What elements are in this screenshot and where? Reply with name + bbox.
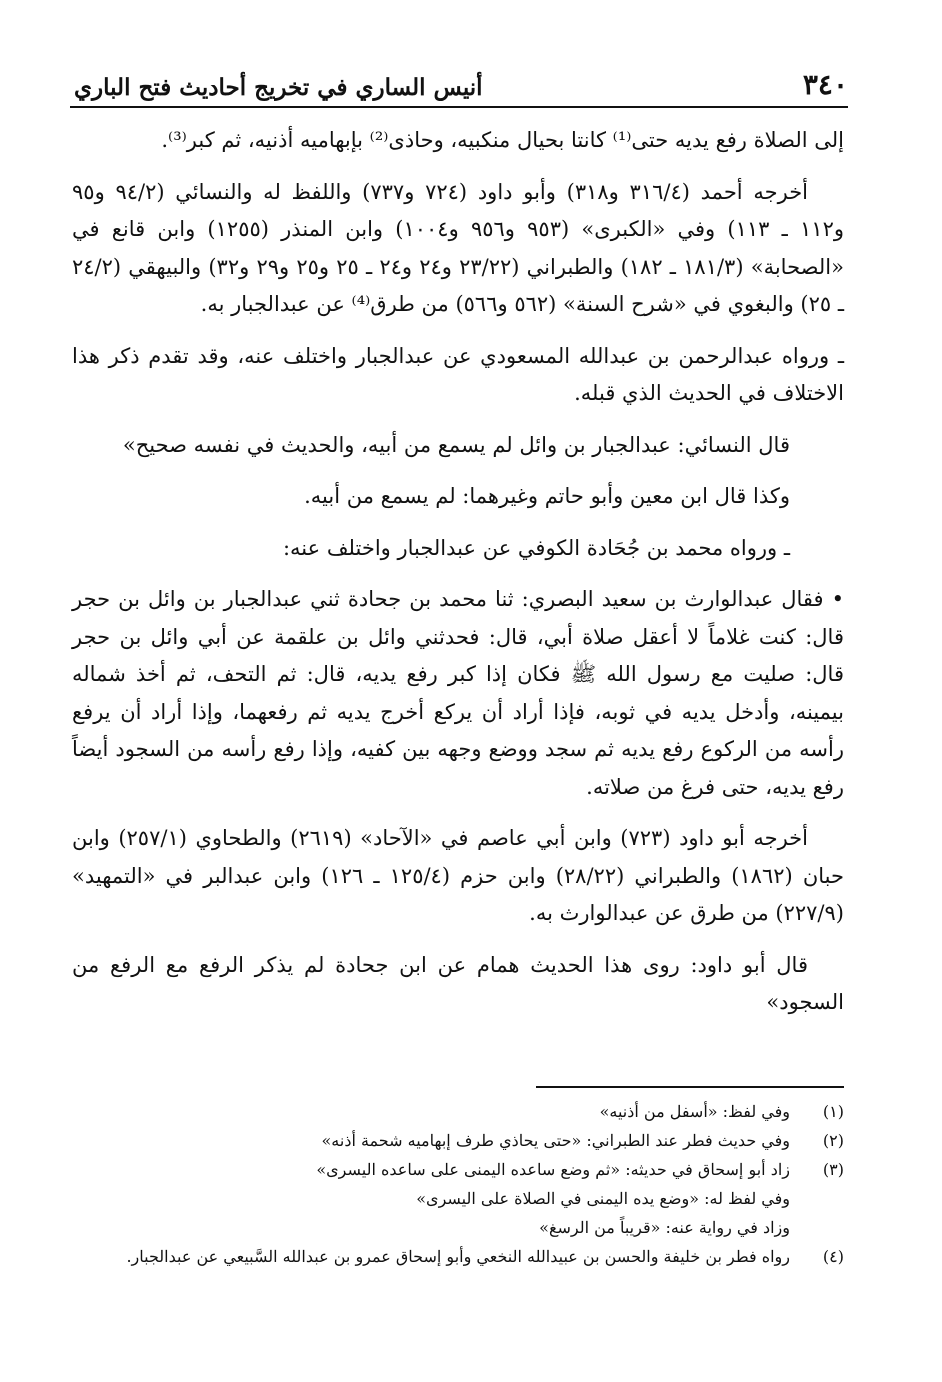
footnote-number: (١)	[822, 1102, 844, 1121]
footnote	[72, 1155, 844, 1184]
footnote	[72, 1097, 844, 1126]
paragraph: وكذا قال ابن معين وأبو حاتم وغيرهما: لم يسمع من أبيه.	[304, 484, 790, 508]
running-title: أنيس الساري في تخريج أحاديث فتح الباري	[74, 74, 483, 101]
footnote-number: (٤)	[822, 1247, 844, 1266]
footnote-continuation	[72, 1184, 844, 1213]
paragraph: • فقال عبدالوارث بن سعيد البصري: ثنا محمد بن جحادة ثني عبدالجبار بن وائل بن حجر قال: كنت غلاماً لا أعقل صلاة أبي، قال: فحدثني وائل بن علقمة عن أبي وائل بن حجر قال: صليت مع رسول الله ﷺ فكان إذا كبر رفع يديه، قال: ثم التحف، ثم أخذ شماله بيمينه، وأدخل يديه في ثوبه، فإذا أراد أن يركع أخرج يديه ثم رفعهما، وإذا أراد أن يرفع رأسه من الركوع رفع يديه ثم سجد ووضع وجهه بين كفيه، وإذا رفع رأسه من السجود أيضاً رفع يديه، حتى فرغ من صلاته.	[72, 587, 844, 799]
page-header	[70, 66, 848, 108]
footnote-divider	[536, 1086, 844, 1088]
footnote-text: وفي لفظ له: «وضع يده اليمنى في الصلاة على اليسرى»	[416, 1189, 790, 1208]
paragraph: ـ ورواه عبدالرحمن بن عبدالله المسعودي عن عبدالجبار واختلف عنه، وقد تقدم ذكر هذا الاختلاف في الحديث الذي قبله.	[72, 343, 844, 405]
footnote-continuation	[72, 1213, 844, 1242]
page-number: ٣٤٠	[802, 68, 848, 101]
footnote	[72, 1126, 844, 1155]
main-text	[72, 122, 844, 1036]
footnote-text: وفي لفظ: «أسفل من أذنيه»	[599, 1102, 790, 1121]
footnote-number: (٣)	[822, 1160, 844, 1179]
footnote	[72, 1242, 844, 1271]
paragraph: قال أبو داود: روى هذا الحديث همام عن ابن جحادة لم يذكر الرفع مع الرفع من السجود»	[72, 952, 844, 1014]
quote-paragraph: قال النسائي: عبدالجبار بن وائل لم يسمع من أبيه، والحديث في نفسه صحيح»	[122, 432, 790, 457]
paragraph: أخرجه أبو داود (٧٢٣) وابن أبي عاصم في «الآحاد» (٢٦١٩) والطحاوي (٢٥٧/١) وابن حبان (١٨٦٢) والطبراني (٢٨/٢٢) وابن حزم (١٢٥/٤ ـ ١٢٦) وابن عبدالبر في «التمهيد» (٢٢٧/٩) من طرق عن عبدالوارث به.	[72, 826, 844, 925]
footnote-text: وزاد في رواية عنه: «قريباً من الرسغ»	[539, 1218, 790, 1237]
footnote-text: زاد أبو إسحاق في حديثه: «ثم وضع ساعده اليمنى على ساعده اليسرى»	[316, 1160, 790, 1179]
footnote-text: رواه فطر بن خليفة والحسن بن عبيدالله النخعي وأبو إسحاق عمرو بن عبدالله السَّبيعي عن عبدالجبار.	[126, 1247, 790, 1266]
footnotes	[72, 1097, 844, 1271]
footnote-text: وفي حديث فطر عند الطبراني: «حتى يحاذي طرف إبهاميه شحمة أذنه»	[321, 1131, 790, 1150]
paragraph: أخرجه أحمد (٣١٦/٤ و٣١٨) وأبو داود (٧٢٤ و٧٣٧) واللفظ له والنسائي (٩٤/٢ و٩٥ و١١٢ ـ ١١٣) وفي «الكبرى» (٩٥٣ و٩٥٦ و١٠٠٤) وابن المنذر (١٢٥٥) وابن قانع في «الصحابة» (١٨١/٣ ـ ١٨٢) والطبراني (٢٣/٢٢ و٢٤ و٢٤ ـ ٢٥ و٢٥ و٢٩ و٣٢) والبيهقي (٢٤/٢ ـ ٢٥) والبغوي في «شرح السنة» (٥٦٢ و٥٦٦) من طرق⁽⁴⁾ عن عبدالجبار به.	[72, 179, 845, 316]
footnote-number: (٢)	[822, 1131, 844, 1150]
paragraph: إلى الصلاة رفع يديه حتى⁽¹⁾ كانتا بحيال منكبيه، وحاذى⁽²⁾ بإبهاميه أذنيه، ثم كبر⁽³⁾.	[161, 128, 844, 152]
paragraph: ـ ورواه محمد بن جُحَادة الكوفي عن عبدالجبار واختلف عنه:	[282, 535, 790, 560]
